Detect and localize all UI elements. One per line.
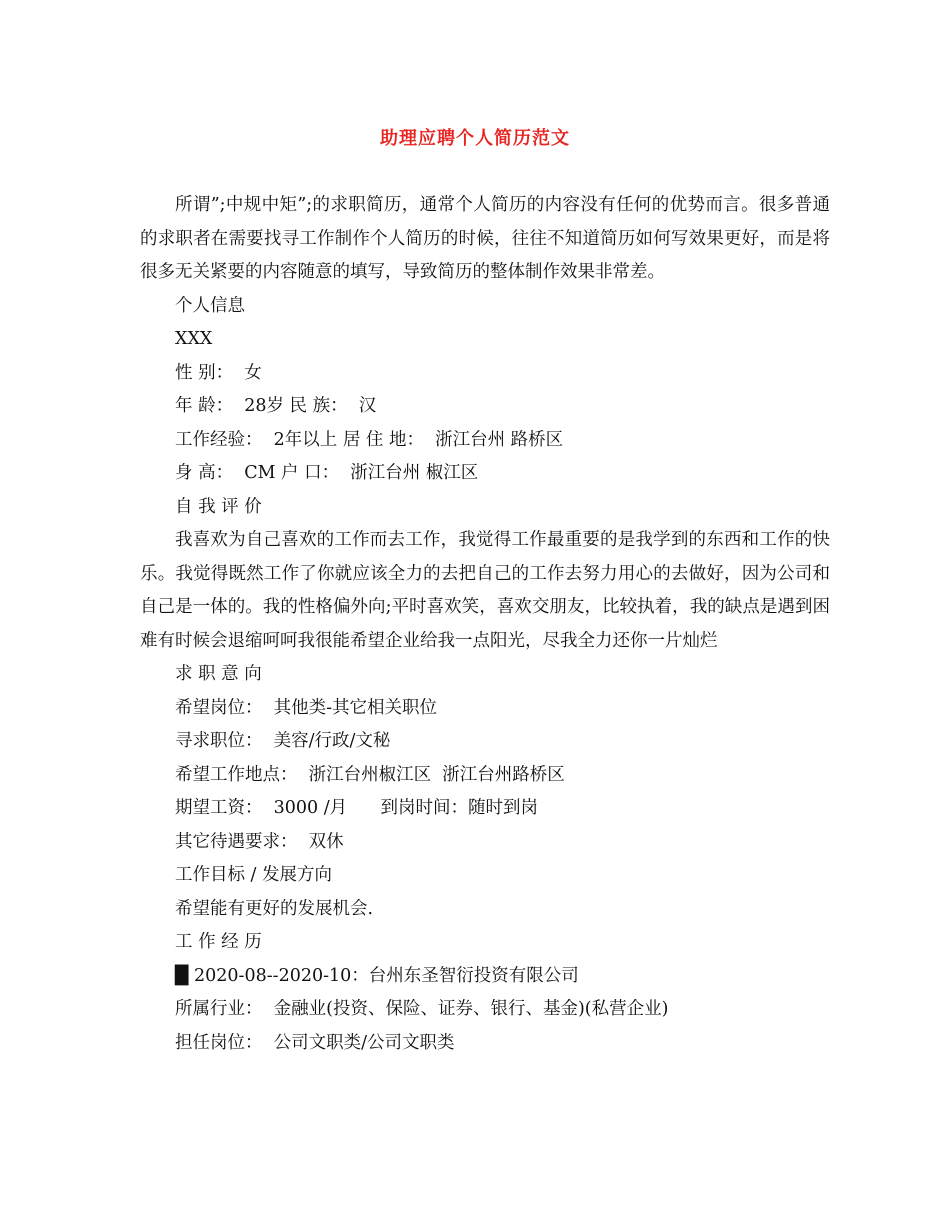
other-benefits: 其它待遇要求： 双休 [175, 831, 344, 852]
job-intention-heading: 求 职 意 向 [175, 664, 262, 684]
personal-height-hukou: 身 高： CM 户 口： 浙江台州 椒江区 [175, 463, 479, 483]
self-evaluation-paragraph: 我喜欢为自己喜欢的工作而去工作，我觉得工作最重要的是我学到的东西和工作的快乐。我觉得既然工作了你就应该全力的去把自己的工作去努力用心的去做好，因为公司和自己是一体的。我的性格偏外向;平时喜欢笑，喜欢交朋友，比较执着，我的缺点是遇到困难有时候会退缩呵呵我很能希望企业给我一点阳光，尽我全力还你一片灿烂 [140, 530, 830, 651]
work-position: 担任岗位： 公司文职类/公司文职类 [175, 1032, 455, 1053]
personal-experience-residence: 工作经验： 2年以上 居 住 地： 浙江台州 路桥区 [175, 429, 564, 450]
intro-paragraph: 所谓”;中规中矩”;的求职简历，通常个人简历的内容没有任何的优势而言。很多普通的求职者在需要找寻工作制作个人简历的时候，往往不知道简历如何写效果更好，而是将很多无关紧要的内容随意的填写，导致简历的整体制作效果非常差。 [140, 195, 830, 282]
work-goal-text: 希望能有更好的发展机会. [175, 898, 374, 919]
work-entry-period: █ 2020-08--2020-10：台州东圣智衍投资有限公司 [175, 965, 579, 986]
work-goal-heading: 工作目标 / 发展方向 [175, 865, 333, 885]
personal-info-heading: 个人信息 [175, 295, 245, 316]
desired-location: 希望工作地点： 浙江台州椒江区 浙江台州路桥区 [175, 764, 565, 785]
personal-gender: 性 别： 女 [175, 362, 262, 383]
document-body [140, 189, 830, 1060]
salary-arrival: 期望工资： 3000 /月 到岗时间：随时到岗 [175, 798, 538, 818]
self-evaluation-heading: 自 我 评 价 [175, 496, 262, 517]
document-title: 助理应聘个人简历范文 [380, 128, 570, 149]
desired-position: 希望岗位： 其他类-其它相关职位 [175, 697, 438, 718]
work-experience-heading: 工 作 经 历 [175, 932, 262, 952]
seeking-position: 寻求职位： 美容/行政/文秘 [175, 731, 391, 751]
personal-name: XXX [175, 329, 213, 349]
personal-age-ethnicity: 年 龄： 28岁 民 族： 汉 [175, 396, 377, 416]
work-industry: 所属行业： 金融业(投资、保险、证券、银行、基金)(私营企业) [175, 999, 669, 1019]
